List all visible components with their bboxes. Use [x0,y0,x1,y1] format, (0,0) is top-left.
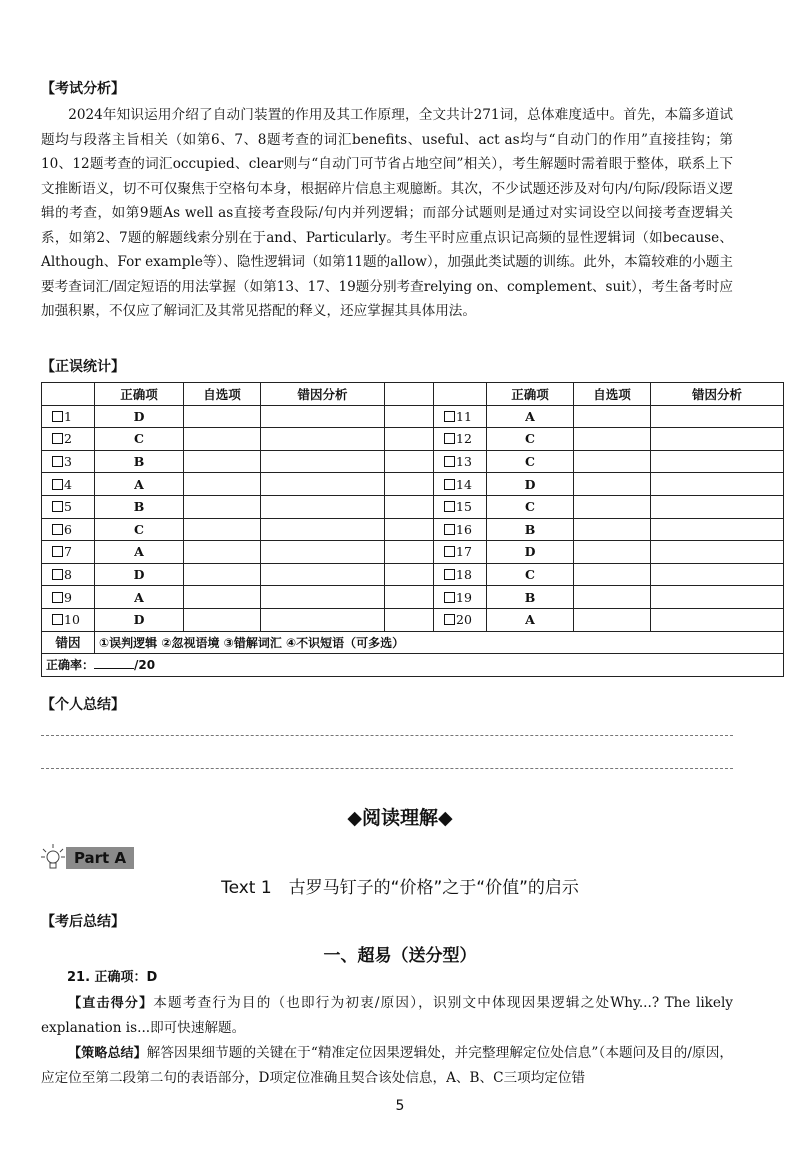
header-analysis-right: 错因分析 [651,383,784,406]
question-number [434,563,487,586]
error-analysis-cell[interactable] [651,518,784,541]
header-num-right [434,383,487,406]
question-number-text: 19 [456,589,472,605]
question-number [434,495,487,518]
table-spacer-cell [385,495,434,518]
table-spacer-cell [385,405,434,428]
question-number-text: 18 [456,567,472,583]
correct-answer-text: D [524,544,536,560]
correct-answer [95,428,184,451]
correct-answer [95,586,184,609]
q21-block [41,966,733,1091]
error-analysis-cell[interactable] [261,518,385,541]
chosen-answer-cell[interactable] [574,450,651,473]
reading-section-title: ◆阅读理解◆ [347,807,453,829]
question-checkbox[interactable] [444,524,455,535]
error-analysis-cell[interactable] [261,495,385,518]
error-analysis-cell[interactable] [261,473,385,496]
error-analysis-cell[interactable] [651,450,784,473]
error-analysis-cell[interactable] [651,473,784,496]
chosen-answer-cell[interactable] [574,586,651,609]
accuracy-blank[interactable] [94,657,134,669]
correct-answer [487,428,574,451]
question-number-text: 7 [64,544,72,560]
correct-answer [487,608,574,631]
summary-write-line[interactable] [41,768,733,769]
part-a-badge: Part A [66,847,134,869]
question-checkbox[interactable] [444,456,455,467]
table-spacer-cell [385,428,434,451]
accuracy-row [42,654,784,677]
table-spacer-cell [385,586,434,609]
question-number [42,473,95,496]
chosen-answer-cell[interactable] [184,608,261,631]
answer-stats-table [41,382,784,677]
question-number-text: 1 [64,408,72,424]
question-checkbox[interactable] [52,501,63,512]
level-title: 一、超易（送分型） [323,946,477,966]
exam-analysis-label: 【考试分析】 [41,81,125,97]
correct-answer [95,563,184,586]
chosen-answer-cell[interactable] [574,541,651,564]
question-number [42,541,95,564]
correct-answer-text: C [134,521,144,537]
chosen-answer-cell[interactable] [574,495,651,518]
correct-answer-text: A [134,544,144,560]
table-row [42,450,784,473]
correct-answer [487,518,574,541]
question-number [434,450,487,473]
correct-answer [95,541,184,564]
question-checkbox[interactable] [444,411,455,422]
question-checkbox[interactable] [52,546,63,557]
correct-answer [487,450,574,473]
question-number [434,428,487,451]
header-correct-left: 正确项 [95,383,184,406]
chosen-answer-cell[interactable] [184,563,261,586]
page-number: 5 [395,1098,405,1114]
question-checkbox[interactable] [444,592,455,603]
correct-answer-text: B [524,589,536,605]
question-checkbox[interactable] [444,433,455,444]
question-number-text: 11 [456,408,472,424]
error-analysis-cell[interactable] [651,405,784,428]
error-analysis-cell[interactable] [261,608,385,631]
question-number-text: 10 [64,612,80,628]
correct-answer-text: C [134,431,144,447]
table-spacer-cell [385,541,434,564]
correct-answer [487,563,574,586]
question-number [42,405,95,428]
question-number-text: 5 [64,499,72,515]
chosen-answer-cell[interactable] [574,563,651,586]
question-number [434,608,487,631]
question-number [434,405,487,428]
table-spacer-cell [385,473,434,496]
table-spacer-cell [385,383,434,406]
question-number-text: 16 [456,521,472,537]
question-number-text: 17 [456,544,472,560]
direct-score-text: 本题考查行为目的（也即行为初衷/原因），识别文中体现因果逻辑之处Why...? The likely explanation is...即可快速解题。 [41,994,733,1036]
error-analysis-cell[interactable] [261,428,385,451]
correct-answer-text: C [525,454,535,470]
question-number [42,563,95,586]
question-checkbox[interactable] [52,592,63,603]
summary-write-line[interactable] [41,735,733,736]
question-checkbox[interactable] [52,524,63,535]
error-analysis-cell[interactable] [651,428,784,451]
question-number-text: 8 [64,567,72,583]
question-number [42,450,95,473]
question-number-text: 9 [64,589,72,605]
correct-answer-text: D [524,476,536,492]
table-row [42,586,784,609]
chosen-answer-cell[interactable] [184,586,261,609]
q21-answer: 21. 正确项：D [67,970,158,985]
question-number [434,541,487,564]
correct-answer-text: B [133,454,145,470]
question-checkbox[interactable] [52,569,63,580]
correct-answer [487,586,574,609]
question-number-text: 3 [64,454,72,470]
chosen-answer-cell[interactable] [574,405,651,428]
correct-answer-text: B [524,521,536,537]
error-analysis-cell[interactable] [261,586,385,609]
table-row [42,405,784,428]
chosen-answer-cell[interactable] [184,541,261,564]
chosen-answer-cell[interactable] [574,518,651,541]
accuracy-label: 正确率： [46,658,95,673]
correct-answer [95,405,184,428]
error-analysis-cell[interactable] [261,563,385,586]
error-analysis-cell[interactable] [651,541,784,564]
stats-table-body [42,383,784,632]
table-row [42,495,784,518]
error-analysis-cell[interactable] [651,608,784,631]
table-header-row [42,383,784,406]
chosen-answer-cell[interactable] [184,473,261,496]
strategy-label: 【策略总结】 [68,1045,147,1061]
question-checkbox[interactable] [444,479,455,490]
chosen-answer-cell[interactable] [574,428,651,451]
question-number [434,473,487,496]
header-num-left [42,383,95,406]
lightbulb-icon [40,843,66,871]
error-analysis-cell[interactable] [261,405,385,428]
exam-analysis-paragraph [41,103,733,324]
direct-score-label: 【直击得分】 [68,995,154,1011]
table-row [42,473,784,496]
table-row [42,608,784,631]
correct-answer-text: C [525,499,535,515]
question-number [42,586,95,609]
table-row [42,541,784,564]
error-analysis-cell[interactable] [261,541,385,564]
table-spacer-cell [385,518,434,541]
question-number-text: 4 [64,476,72,492]
chosen-answer-cell[interactable] [184,495,261,518]
correct-answer-text: A [134,589,144,605]
question-checkbox[interactable] [52,456,63,467]
question-number-text: 2 [64,431,72,447]
chosen-answer-cell[interactable] [574,608,651,631]
chosen-answer-cell[interactable] [574,473,651,496]
error-cause-row [42,631,784,654]
question-number [42,608,95,631]
header-correct-right: 正确项 [487,383,574,406]
stats-table-footer [42,631,784,676]
question-number-text: 15 [456,499,472,515]
correct-answer-text: B [133,499,145,515]
correct-answer [487,473,574,496]
error-analysis-cell[interactable] [261,450,385,473]
question-number-text: 14 [456,476,472,492]
question-number-text: 20 [456,612,472,628]
table-row [42,428,784,451]
post-exam-label: 【考后总结】 [41,914,125,930]
correct-answer-text: A [525,612,535,628]
table-spacer-cell [385,450,434,473]
correct-answer-text: D [133,612,145,628]
correct-answer-text: A [525,408,535,424]
correct-answer [487,495,574,518]
table-spacer-cell [385,563,434,586]
question-checkbox[interactable] [52,614,63,625]
chosen-answer-cell[interactable] [184,405,261,428]
question-number [434,518,487,541]
correct-answer [487,405,574,428]
question-checkbox[interactable] [444,501,455,512]
accuracy-total: /20 [134,658,156,673]
question-number [42,495,95,518]
question-checkbox[interactable] [444,569,455,580]
header-chosen-left: 自选项 [184,383,261,406]
correct-answer [95,473,184,496]
table-row [42,518,784,541]
personal-summary-label: 【个人总结】 [41,697,125,713]
accuracy-cell [42,654,784,677]
question-number-text: 12 [456,431,472,447]
question-number-text: 6 [64,521,72,537]
chosen-answer-cell[interactable] [184,450,261,473]
question-number [42,428,95,451]
correct-answer [95,518,184,541]
header-chosen-right: 自选项 [574,383,651,406]
error-analysis-cell[interactable] [651,586,784,609]
correct-answer [95,450,184,473]
correct-answer [487,541,574,564]
error-cause-label: 错因 [42,631,95,654]
question-checkbox[interactable] [52,433,63,444]
direct-score-paragraph [41,991,733,1041]
chosen-answer-cell[interactable] [184,518,261,541]
correct-answer [95,608,184,631]
correct-answer-text: D [133,408,145,424]
question-number [42,518,95,541]
correct-answer-text: C [525,431,535,447]
question-checkbox[interactable] [52,479,63,490]
correct-answer-text: C [525,567,535,583]
table-row [42,563,784,586]
question-number-text: 13 [456,454,472,470]
question-checkbox[interactable] [444,546,455,557]
exam-analysis-text: 2024年知识运用介绍了自动门装置的作用及其工作原理，全文共计271词，总体难度适中。首先，本篇多道试题均与段落主旨相关（如第6、7、8题考查的词汇benefits、useful、act as均与“自动门的作用”直接挂钩；第10、12题考查的词汇occupied、clear则与“自动门可节省占地空间”相关），考生解题时需着眼于整体，联系上下文推断语义，切不可仅聚焦于空格句本身，根据碎片信息主观臆断。其次，不少试题还涉及对句内/句际/段际语义逻辑的考查，如第9题As well as直接考查段际/句内并列逻辑；而部分试题则是通过对实词设空以间接考查逻辑关系，如第2、7题的解题线索分别在于and、Particularly。考生平时应重点识记高频的显性逻辑词（如because、Although、For example等）、隐性逻辑词（如第11题的allow），加强此类试题的训练。此外，本篇较难的小题主要考查词汇/固定短语的用法掌握（如第13、17、19题分别考查relying on、complement、suit），考生备考时应加强积累，不仅应了解词汇及其常见搭配的释义，还应掌握其具体用法。 [41,107,733,319]
error-cause-options: ①误判逻辑 ②忽视语境 ③错解词汇 ④不识短语（可多选） [95,631,784,654]
strategy-paragraph [41,1041,733,1091]
correct-answer [95,495,184,518]
correct-answer-text: D [133,567,145,583]
error-analysis-cell[interactable] [651,495,784,518]
question-number [434,586,487,609]
question-checkbox[interactable] [52,411,63,422]
table-spacer-cell [385,608,434,631]
strategy-text: 解答因果细节题的关键在于“精准定位因果逻辑处，并完整理解定位处信息”（本题问及目的/原因，应定位至第二段第二句的表语部分，D项定位准确且契合该处信息，A、B、C三项均定位错 [41,1044,733,1086]
correct-answer-text: A [134,476,144,492]
error-analysis-cell[interactable] [651,563,784,586]
chosen-answer-cell[interactable] [184,428,261,451]
question-checkbox[interactable] [444,614,455,625]
header-analysis-left: 错因分析 [261,383,385,406]
text1-title: Text 1 古罗马钉子的“价格”之于“价值”的启示 [221,878,579,898]
stats-label: 【正误统计】 [41,359,125,375]
